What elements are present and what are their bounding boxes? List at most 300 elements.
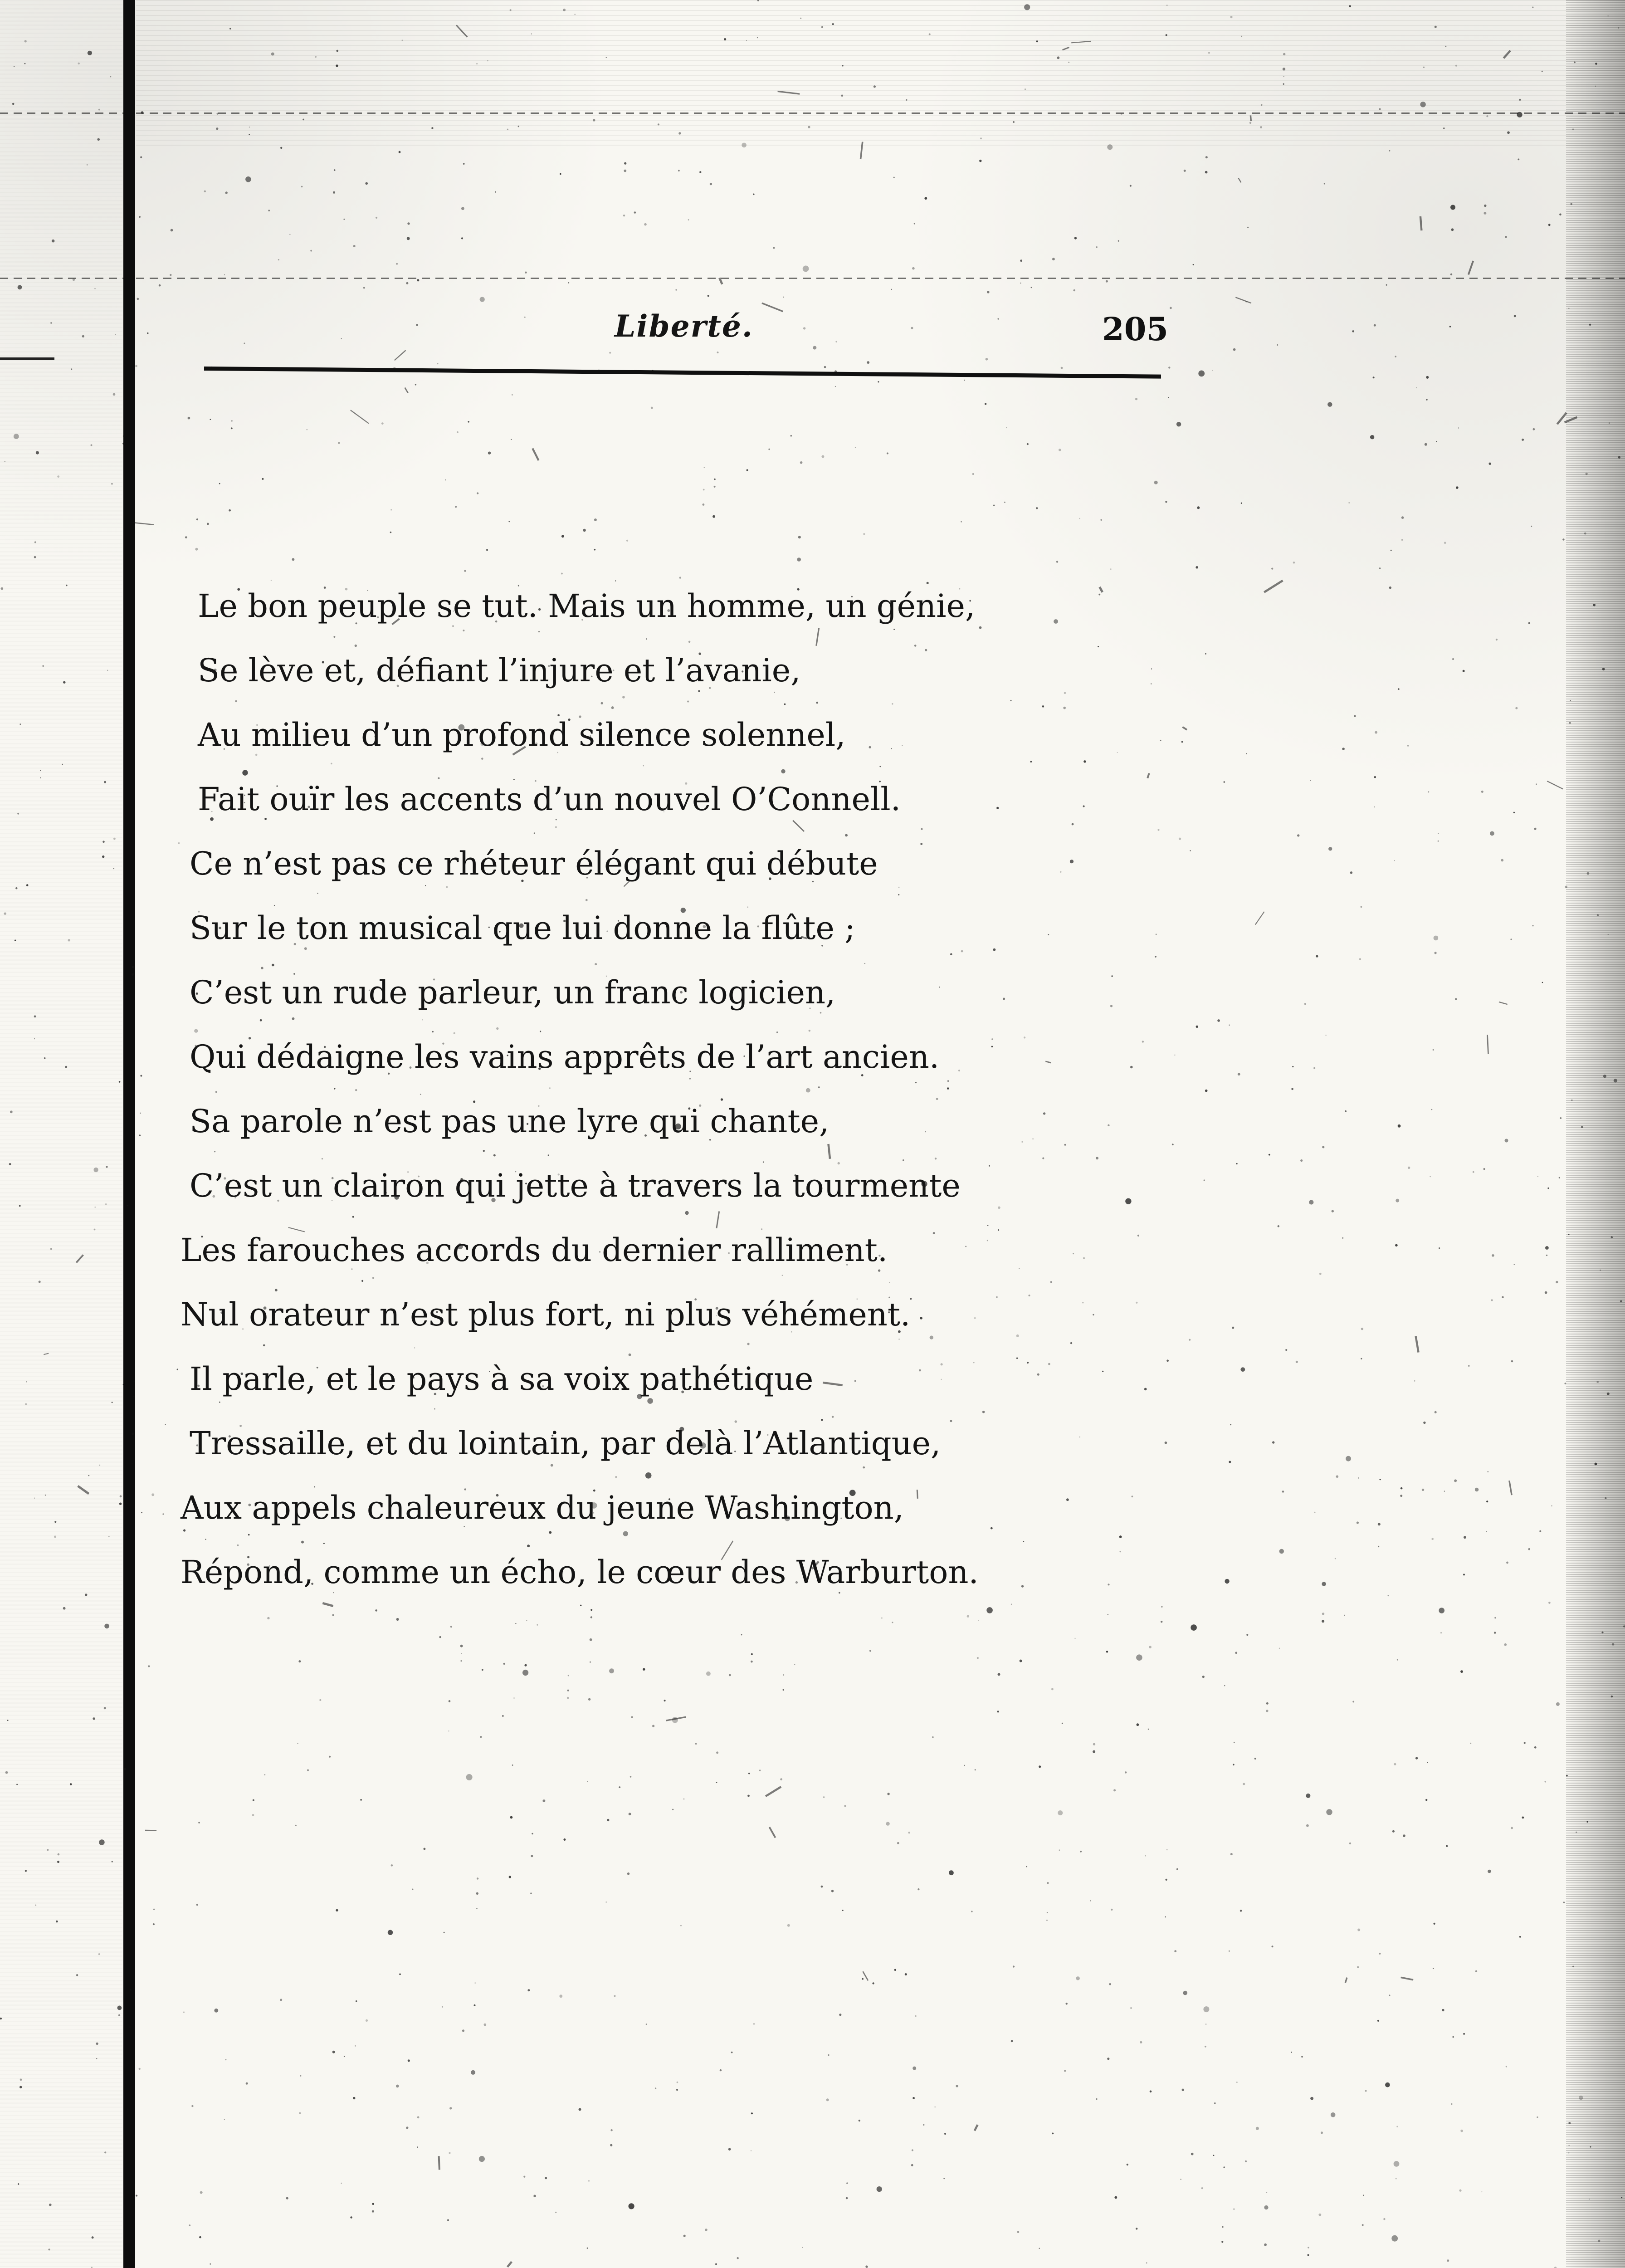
speckle bbox=[25, 1403, 27, 1405]
speckle bbox=[1254, 1758, 1256, 1760]
speckle bbox=[1223, 2166, 1225, 2168]
speckle bbox=[26, 884, 29, 886]
speckle bbox=[1375, 731, 1377, 734]
speckle bbox=[797, 557, 801, 562]
speckle bbox=[1011, 2040, 1013, 2042]
speckle bbox=[1598, 2240, 1600, 2242]
speckle bbox=[1266, 1702, 1269, 1705]
speckle bbox=[1511, 1360, 1513, 1363]
speckle bbox=[568, 282, 570, 284]
speckle bbox=[1386, 284, 1387, 286]
speckle bbox=[300, 2075, 301, 2076]
speckle bbox=[530, 1892, 532, 1894]
speckle bbox=[1494, 1617, 1496, 1619]
scan-scratch bbox=[769, 1827, 775, 1838]
speckle bbox=[1241, 36, 1242, 37]
speckle bbox=[112, 1402, 113, 1403]
speckle bbox=[583, 529, 586, 532]
speckle bbox=[1051, 1688, 1054, 1690]
speckle bbox=[1114, 2196, 1117, 2199]
speckle bbox=[1506, 1562, 1508, 1564]
speckle bbox=[34, 1038, 35, 1039]
speckle bbox=[1605, 1497, 1606, 1499]
speckle bbox=[1136, 2228, 1137, 2229]
speckle bbox=[98, 109, 100, 111]
speckle bbox=[119, 1081, 121, 1083]
speckle bbox=[1076, 1976, 1080, 1980]
speckle bbox=[587, 1781, 588, 1782]
speckle bbox=[1519, 1936, 1521, 1938]
speckle bbox=[1096, 2098, 1097, 2100]
speckle bbox=[141, 1512, 142, 1514]
speckle bbox=[1374, 776, 1376, 778]
speckle bbox=[183, 2012, 184, 2013]
speckle bbox=[1380, 1479, 1381, 1480]
speckle bbox=[1547, 1188, 1549, 1189]
speckle bbox=[132, 966, 134, 968]
speckle bbox=[1435, 1411, 1437, 1413]
speckle bbox=[652, 1725, 654, 1727]
speckle bbox=[980, 137, 982, 139]
speckle bbox=[624, 170, 626, 172]
speckle bbox=[1020, 259, 1022, 262]
speckle bbox=[515, 1623, 516, 1624]
speckle bbox=[54, 1521, 56, 1523]
speckle bbox=[356, 2000, 357, 2002]
speckle bbox=[1446, 1845, 1448, 1847]
speckle bbox=[1130, 2007, 1132, 2009]
speckle bbox=[1570, 700, 1571, 701]
speckle bbox=[99, 1465, 100, 1466]
speckle bbox=[1357, 1929, 1360, 1931]
speckle bbox=[1603, 1075, 1606, 1078]
speckle bbox=[488, 452, 491, 455]
speckle bbox=[78, 63, 80, 64]
speckle bbox=[1361, 1358, 1362, 1359]
speckle bbox=[1222, 2226, 1224, 2228]
speckle bbox=[773, 247, 775, 249]
speckle bbox=[731, 2052, 733, 2053]
speckle bbox=[1416, 387, 1417, 388]
speckle bbox=[113, 868, 115, 870]
speckle bbox=[1559, 214, 1562, 216]
speckle bbox=[1233, 348, 1236, 351]
speckle bbox=[1559, 1177, 1560, 1178]
speckle bbox=[1451, 228, 1454, 231]
speckle bbox=[1363, 2195, 1364, 2196]
speckle bbox=[1534, 828, 1537, 830]
speckle bbox=[677, 2082, 678, 2083]
speckle bbox=[704, 467, 705, 468]
speckle bbox=[1036, 507, 1038, 509]
speckle bbox=[45, 1495, 46, 1496]
speckle bbox=[1394, 860, 1395, 861]
speckle bbox=[1463, 670, 1465, 672]
speckle bbox=[104, 1707, 106, 1709]
speckle bbox=[1321, 2131, 1323, 2134]
speckle bbox=[1247, 227, 1249, 228]
speckle bbox=[363, 287, 365, 289]
scan-scratch bbox=[1250, 115, 1251, 121]
speckle bbox=[1522, 439, 1524, 441]
speckle bbox=[334, 169, 336, 171]
speckle bbox=[1245, 2160, 1247, 2162]
speckle bbox=[1401, 539, 1403, 541]
speckle bbox=[964, 380, 965, 381]
speckle bbox=[977, 1657, 979, 1659]
speckle bbox=[1006, 427, 1007, 428]
speckle bbox=[132, 973, 134, 976]
speckle bbox=[594, 518, 597, 521]
speckle bbox=[1349, 1843, 1351, 1844]
speckle bbox=[1361, 906, 1362, 908]
scan-scratch bbox=[456, 25, 467, 37]
speckle bbox=[406, 2126, 408, 2129]
speckle bbox=[1264, 2205, 1268, 2209]
speckle bbox=[148, 1665, 150, 1667]
speckle bbox=[714, 486, 716, 488]
speckle bbox=[510, 1816, 513, 1819]
speckle bbox=[683, 2235, 686, 2237]
speckle bbox=[464, 570, 466, 572]
speckle bbox=[71, 368, 73, 370]
speckle bbox=[1047, 1882, 1049, 1884]
speckle bbox=[1587, 872, 1590, 875]
speckle bbox=[225, 2059, 227, 2060]
speckle bbox=[783, 297, 784, 298]
speckle bbox=[98, 1953, 100, 1955]
speckle bbox=[1468, 1365, 1469, 1367]
speckle bbox=[1161, 1606, 1162, 1608]
speckle bbox=[1357, 1521, 1359, 1524]
speckle bbox=[196, 1904, 198, 1906]
speckle bbox=[978, 1620, 979, 1621]
speckle bbox=[914, 223, 915, 225]
speckle bbox=[791, 435, 792, 437]
speckle bbox=[1064, 2070, 1066, 2072]
speckle bbox=[675, 289, 677, 291]
speckle bbox=[460, 1645, 463, 1647]
speckle bbox=[1609, 422, 1610, 424]
speckle bbox=[1556, 1702, 1560, 1706]
speckle bbox=[1090, 1900, 1091, 1901]
speckle bbox=[36, 451, 39, 455]
speckle bbox=[1374, 324, 1376, 327]
speckle bbox=[1149, 1646, 1152, 1648]
speckle bbox=[119, 1503, 122, 1505]
speckle bbox=[1109, 1983, 1111, 1985]
speckle bbox=[751, 2150, 752, 2151]
speckle bbox=[139, 2068, 141, 2070]
speckle bbox=[1316, 955, 1318, 958]
speckle bbox=[716, 1751, 718, 1754]
speckle bbox=[1059, 449, 1061, 451]
speckle bbox=[1020, 283, 1021, 284]
verse-line: Sa parole n’est pas une lyre qui chante, bbox=[190, 1103, 830, 1140]
speckle bbox=[295, 1825, 297, 1826]
speckle bbox=[1127, 2164, 1128, 2165]
speckle bbox=[1607, 1393, 1610, 1395]
speckle bbox=[1271, 568, 1273, 570]
speckle bbox=[1539, 1530, 1541, 1532]
speckle bbox=[1415, 1757, 1418, 1759]
speckle bbox=[646, 2024, 647, 2025]
speckle bbox=[388, 1930, 393, 1935]
speckle bbox=[1519, 99, 1521, 101]
speckle bbox=[1391, 550, 1392, 551]
speckle bbox=[118, 2014, 120, 2016]
speckle bbox=[631, 1716, 633, 1718]
speckle bbox=[462, 2029, 464, 2032]
speckle bbox=[972, 473, 974, 475]
speckle bbox=[353, 2097, 356, 2100]
speckle bbox=[1398, 1124, 1401, 1128]
speckle bbox=[1611, 1696, 1613, 1697]
speckle bbox=[1191, 1624, 1197, 1631]
speckle bbox=[588, 1698, 590, 1701]
speckle bbox=[512, 1765, 513, 1766]
speckle bbox=[911, 2164, 913, 2166]
speckle bbox=[332, 1614, 334, 1616]
speckle bbox=[18, 2183, 19, 2185]
speckle bbox=[355, 2045, 356, 2046]
speckle bbox=[1460, 2130, 1463, 2132]
scan-scratch bbox=[861, 142, 863, 159]
speckle bbox=[189, 2224, 191, 2226]
speckle bbox=[1348, 502, 1350, 503]
speckle bbox=[1110, 568, 1112, 570]
speckle bbox=[644, 223, 647, 226]
speckle bbox=[200, 2191, 203, 2194]
speckle bbox=[35, 1905, 36, 1906]
speckle bbox=[1277, 344, 1278, 346]
speckle bbox=[178, 842, 180, 844]
speckle bbox=[1445, 46, 1446, 47]
speckle bbox=[337, 50, 339, 52]
speckle bbox=[855, 447, 856, 448]
speckle bbox=[0, 2018, 2, 2019]
speckle bbox=[219, 483, 220, 484]
speckle bbox=[58, 1853, 60, 1856]
speckle bbox=[1546, 1255, 1547, 1256]
speckle bbox=[1241, 503, 1242, 504]
speckle bbox=[561, 535, 564, 538]
speckle bbox=[280, 147, 282, 149]
speckle bbox=[1235, 1652, 1237, 1654]
speckle bbox=[1113, 1789, 1116, 1791]
speckle bbox=[1308, 2247, 1309, 2248]
speckle bbox=[1379, 1953, 1381, 1955]
speckle bbox=[759, 1769, 761, 1771]
speckle bbox=[664, 1700, 666, 1701]
speckle bbox=[1621, 2197, 1622, 2198]
speckle bbox=[286, 2197, 288, 2200]
speckle bbox=[195, 548, 198, 551]
speckle bbox=[1524, 1742, 1526, 1744]
scan-scratch bbox=[1345, 1978, 1347, 1983]
speckle bbox=[1283, 68, 1285, 70]
speckle bbox=[708, 295, 709, 297]
speckle bbox=[831, 1890, 834, 1892]
speckle bbox=[630, 1776, 632, 1778]
running-title: Liberté. bbox=[615, 308, 753, 344]
speckle bbox=[1296, 1361, 1298, 1363]
speckle bbox=[1401, 1487, 1403, 1490]
speckle bbox=[1013, 1965, 1015, 1967]
speckle bbox=[20, 723, 21, 725]
speckle bbox=[1344, 1615, 1345, 1616]
speckle bbox=[1425, 1799, 1427, 1801]
speckle bbox=[1318, 2214, 1321, 2216]
speckle bbox=[315, 56, 317, 58]
speckle bbox=[1589, 324, 1591, 326]
speckle bbox=[1291, 1088, 1293, 1090]
speckle bbox=[751, 1661, 753, 1663]
speckle bbox=[344, 2056, 345, 2057]
speckle bbox=[1154, 481, 1158, 484]
speckle bbox=[262, 478, 264, 480]
speckle bbox=[1377, 2020, 1379, 2022]
speckle bbox=[1611, 1236, 1613, 1238]
speckle bbox=[846, 2197, 848, 2200]
speckle bbox=[332, 2051, 335, 2053]
speckle bbox=[614, 1995, 615, 1997]
speckle bbox=[729, 1674, 731, 1677]
speckle bbox=[229, 28, 231, 29]
speckle bbox=[1266, 1710, 1268, 1712]
speckle bbox=[1130, 185, 1132, 187]
speckle bbox=[913, 2097, 915, 2099]
speckle bbox=[1438, 833, 1439, 834]
speckle bbox=[715, 2263, 717, 2265]
speckle bbox=[1174, 1950, 1176, 1952]
speckle bbox=[1056, 561, 1058, 562]
speckle bbox=[932, 1736, 934, 1738]
speckle bbox=[1532, 7, 1533, 8]
speckle bbox=[924, 197, 927, 200]
speckle bbox=[1370, 435, 1374, 439]
speckle bbox=[1074, 1638, 1075, 1639]
speckle bbox=[249, 134, 250, 135]
speckle bbox=[563, 9, 566, 11]
speckle bbox=[1, 587, 4, 590]
speckle bbox=[590, 1662, 591, 1663]
speckle bbox=[1486, 1531, 1487, 1532]
speckle bbox=[151, 1493, 154, 1496]
speckle bbox=[518, 126, 519, 127]
speckle bbox=[1031, 287, 1032, 288]
speckle bbox=[1400, 1495, 1402, 1497]
speckle bbox=[683, 1799, 685, 1800]
speckle bbox=[99, 1839, 105, 1845]
speckle bbox=[97, 138, 100, 141]
speckle bbox=[1618, 456, 1620, 459]
speckle bbox=[396, 2085, 399, 2088]
speckle bbox=[1443, 127, 1444, 129]
speckle bbox=[1346, 1456, 1351, 1461]
speckle bbox=[1059, 1849, 1060, 1851]
speckle bbox=[533, 2195, 536, 2198]
speckle bbox=[139, 216, 141, 218]
scan-scratch bbox=[405, 388, 408, 393]
speckle bbox=[720, 2069, 722, 2071]
speckle bbox=[893, 177, 895, 178]
speckle bbox=[1285, 1349, 1287, 1351]
speckle bbox=[1601, 1632, 1603, 1633]
speckle bbox=[1481, 791, 1483, 793]
speckle bbox=[1596, 1381, 1599, 1383]
speckle bbox=[1586, 1821, 1588, 1823]
speckle bbox=[390, 509, 391, 510]
speckle bbox=[1326, 1809, 1332, 1815]
speckle bbox=[1488, 1471, 1489, 1472]
speckle bbox=[783, 1674, 785, 1676]
speckle bbox=[120, 1495, 122, 1497]
speckle bbox=[502, 1715, 503, 1716]
speckle bbox=[1450, 274, 1452, 275]
speckle bbox=[461, 237, 463, 239]
speckle bbox=[531, 1855, 533, 1857]
speckle bbox=[1345, 1110, 1347, 1112]
speckle bbox=[1442, 2009, 1444, 2012]
speckle bbox=[1560, 1117, 1562, 1119]
speckle bbox=[1352, 1701, 1354, 1703]
speckle bbox=[1378, 1546, 1379, 1547]
speckle bbox=[1118, 240, 1119, 242]
speckle bbox=[1532, 925, 1534, 927]
speckle bbox=[1283, 53, 1285, 55]
speckle bbox=[1361, 1328, 1363, 1330]
speckle bbox=[676, 2089, 678, 2091]
speckle bbox=[96, 2058, 97, 2059]
speckle bbox=[122, 442, 125, 445]
speckle bbox=[1595, 86, 1596, 87]
speckle bbox=[1486, 115, 1488, 117]
speckle bbox=[76, 1974, 78, 1976]
speckle bbox=[92, 2236, 94, 2239]
speckle bbox=[1618, 27, 1619, 29]
speckle bbox=[372, 2203, 374, 2205]
speckle bbox=[111, 483, 112, 484]
speckle bbox=[88, 51, 92, 55]
speckle bbox=[1440, 1633, 1442, 1634]
speckle bbox=[575, 14, 576, 15]
speckle bbox=[1148, 1729, 1149, 1730]
speckle bbox=[123, 1384, 124, 1385]
speckle bbox=[1230, 1853, 1233, 1855]
speckle bbox=[1431, 1538, 1434, 1540]
speckle bbox=[140, 1075, 142, 1077]
speckle bbox=[835, 386, 836, 387]
speckle bbox=[658, 123, 659, 125]
speckle bbox=[1291, 2052, 1292, 2053]
speckle bbox=[609, 1668, 614, 1673]
speckle bbox=[1106, 280, 1108, 283]
speckle bbox=[455, 506, 457, 508]
speckle bbox=[445, 479, 446, 480]
speckle bbox=[135, 365, 137, 367]
speckle bbox=[133, 1381, 134, 1382]
speckle bbox=[1168, 397, 1169, 398]
speckle bbox=[231, 420, 233, 421]
speckle bbox=[124, 1768, 127, 1771]
speckle bbox=[1414, 1380, 1415, 1381]
speckle bbox=[1024, 4, 1030, 10]
speckle bbox=[869, 1650, 871, 1652]
speckle bbox=[943, 2178, 945, 2179]
speckle bbox=[1052, 2133, 1054, 2135]
scan-scratch bbox=[1547, 781, 1563, 789]
